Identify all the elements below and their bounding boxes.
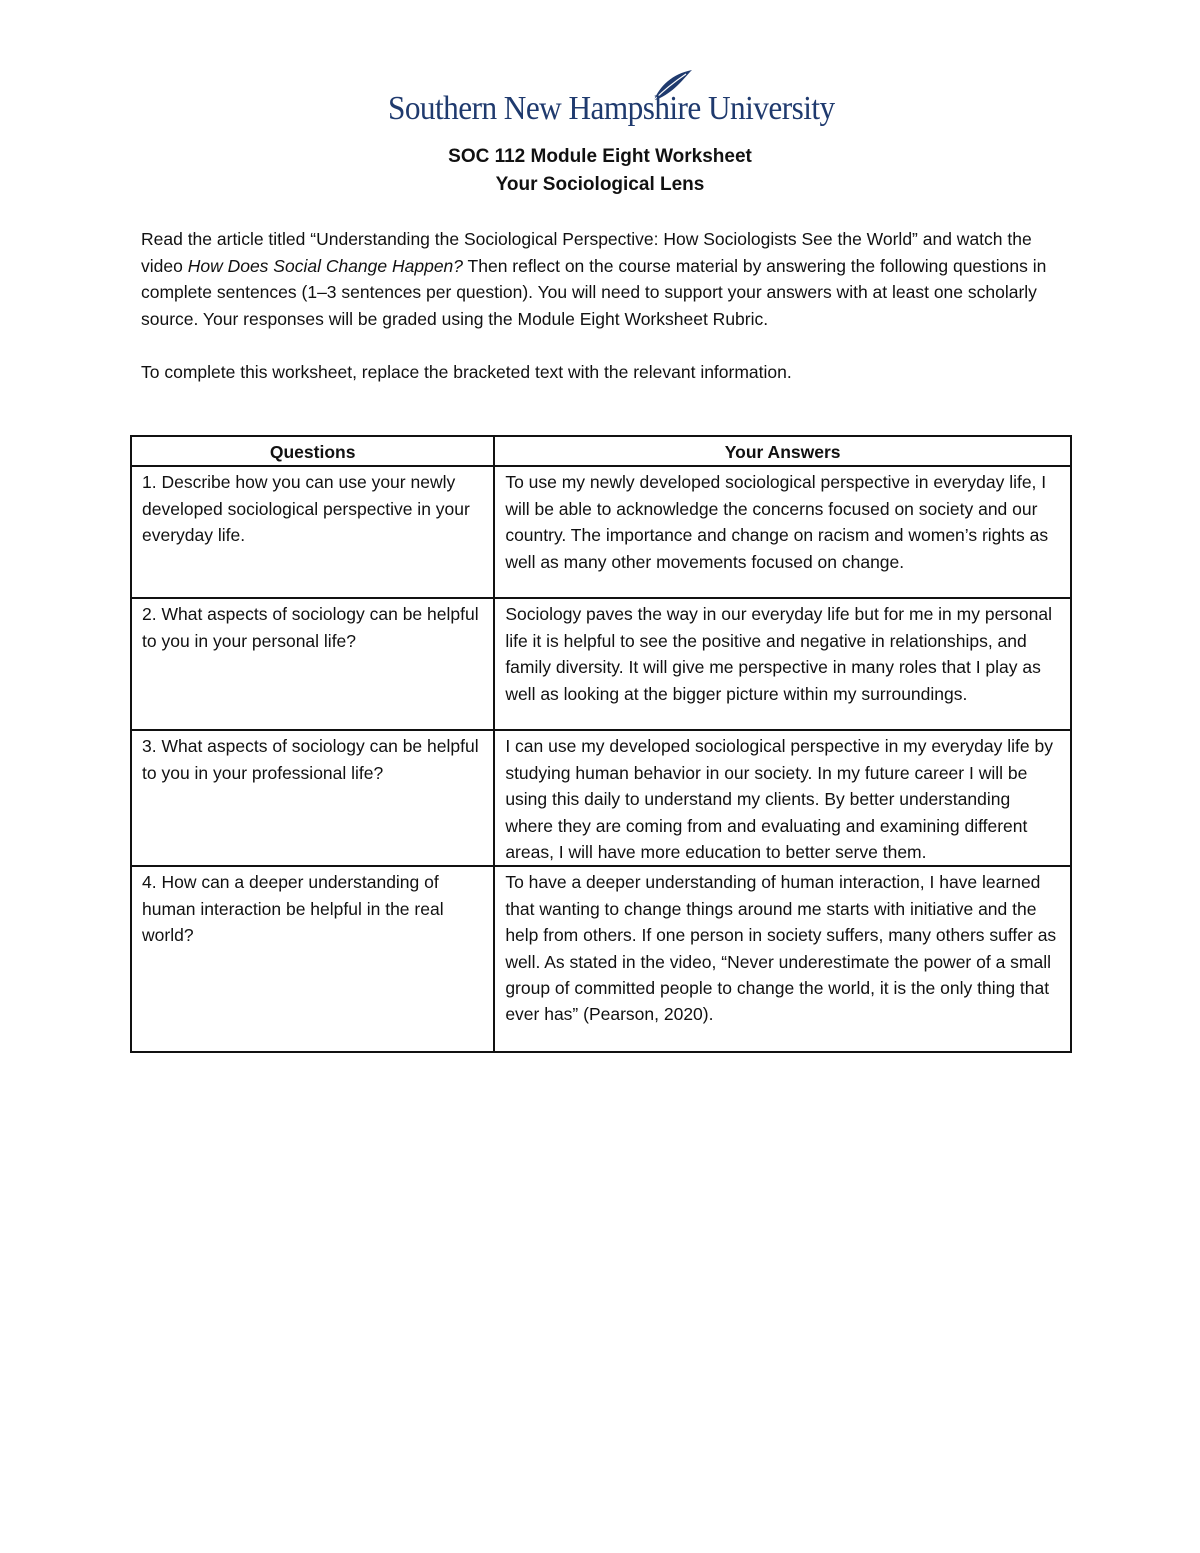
questions-column-header: Questions: [131, 436, 494, 466]
worksheet-table: [130, 435, 1072, 1053]
question-cell: 4. How can a deeper understanding of human interaction be helpful in the real world?: [131, 866, 494, 1052]
document-subtitle: Your Sociological Lens: [495, 174, 705, 195]
table-row: [131, 730, 1071, 866]
answer-cell[interactable]: I can use my developed sociological perspective in my everyday life by studying human behavior in our society. In my future career I will be using this daily to understand my clients. By better understanding where they are coming from and evaluating and examining different areas, I will have more education to better serve them.: [494, 730, 1071, 866]
table-row: [131, 866, 1071, 1052]
document-title: SOC 112 Module Eight Worksheet: [448, 146, 752, 167]
answer-cell[interactable]: To use my newly developed sociological perspective in everyday life, I will be able to acknowledge the concerns focused on society and our country. The importance and change on racism and women’s rights as well as many other movements focused on change.: [494, 466, 1071, 598]
table-header-row: [131, 436, 1071, 466]
instructions-text-end: Then reflect on the course material by answering the following questions in complete sentences (1–3 sentences per question). You will need to support your answers with at least one scholarly source. Your responses will be graded using the Module Eight Worksheet Rubric.: [141, 255, 1047, 329]
instructions-text-start: Read the article titled “Understanding the Sociological Perspective: How Sociologists See the World” and watch the video: [141, 229, 1032, 276]
logo-wordmark: Southern New Hampshire University: [388, 90, 835, 127]
question-cell: 1. Describe how you can use your newly developed sociological perspective in your everyday life.: [131, 466, 494, 598]
table-row: [131, 466, 1071, 598]
instructions-paragraph: [141, 226, 1071, 332]
video-title: How Does Social Change Happen?: [187, 255, 464, 276]
table-row: [131, 598, 1071, 730]
university-logo: [388, 66, 835, 138]
instructions: [141, 226, 1071, 386]
answer-cell[interactable]: Sociology paves the way in our everyday life but for me in my personal life it is helpful to see the positive and negative in relationships, and family diversity. It will give me perspective in many roles that I play as well as looking at the bigger picture within my surroundings.: [494, 598, 1071, 730]
question-cell: 3. What aspects of sociology can be helpful to you in your professional life?: [131, 730, 494, 866]
document-header: [0, 143, 1200, 199]
answer-cell[interactable]: To have a deeper understanding of human interaction, I have learned that wanting to change things around me starts with initiative and the help from others. If one person in society suffers, many others suffer as well. As stated in the video, “Never underestimate the power of a small group of committed people to change the world, it is the only thing that ever has” (Pearson, 2020).: [494, 866, 1071, 1052]
completion-instructions: To complete this worksheet, replace the bracketed text with the relevant information.: [141, 362, 792, 382]
question-cell: 2. What aspects of sociology can be helpful to you in your personal life?: [131, 598, 494, 730]
answers-column-header: Your Answers: [494, 436, 1071, 466]
